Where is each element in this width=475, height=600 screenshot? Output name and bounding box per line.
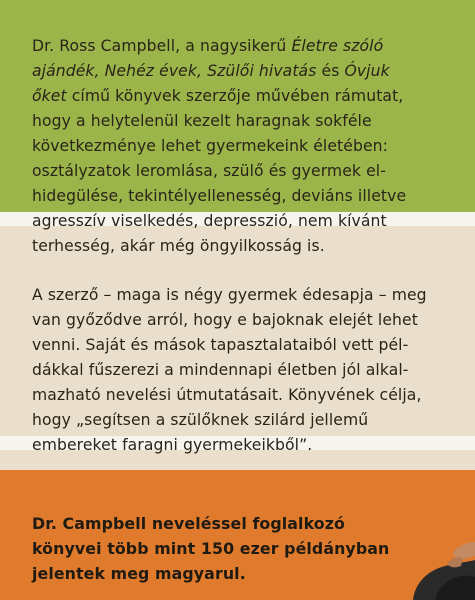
text-line: terhesség, akár még öngyilkosság is.: [32, 237, 325, 255]
book-title: ajándék, Nehéz évek, Szülői hivatás: [32, 62, 317, 80]
text-line: [32, 59, 448, 84]
text-span: Dr. Ross Campbell, a nagysikerű: [32, 37, 292, 55]
book-title: Óvjuk: [344, 62, 390, 80]
text-line: hogy „segítsen a szülőknek szilárd jellemű: [32, 411, 369, 429]
text-line: jelentek meg magyarul.: [32, 564, 246, 583]
text-line: A szerző – maga is négy gyermek édesapja – meg: [32, 286, 427, 304]
text-line: hidegülése, tekintélyellenesség, deviáns illetve: [32, 187, 407, 205]
text-line: könyvei több mint 150 ezer példányban: [32, 539, 390, 558]
text-line: következménye lehet gyermekeink életében:: [32, 137, 388, 155]
paragraph-author: [32, 283, 448, 458]
text-line: mazható nevelési útmutatásait. Könyvének célja,: [32, 386, 422, 404]
text-line: [32, 84, 448, 109]
book-title: őket: [32, 87, 67, 105]
text-line: van győződve arról, hogy e bajoknak elejét lehet: [32, 311, 418, 329]
person-photo-fragment: [395, 520, 475, 600]
text-line: osztályzatok leromlása, szülő és gyermek el-: [32, 162, 386, 180]
text-line: venni. Saját és mások tapasztalataiból vett pél-: [32, 336, 409, 354]
text-line: embereket faragni gyermekeikből”.: [32, 436, 313, 454]
paragraph-highlight: [32, 511, 448, 586]
hand-shape: [453, 542, 475, 559]
text-line: [32, 34, 448, 59]
text-span: című könyvek szerzője művében rámutat,: [66, 87, 404, 105]
text-line: hogy a helytelenül kezelt haragnak sokféle: [32, 112, 372, 130]
paragraph-intro: [32, 34, 448, 259]
text-line: agresszív viselkedés, depresszió, nem kívánt: [32, 212, 387, 230]
text-line: Dr. Campbell neveléssel foglalkozó: [32, 514, 345, 533]
book-title: Életre szóló: [291, 37, 384, 55]
text-line: dákkal fűszerezi a mindennapi életben jól alkal-: [32, 361, 409, 379]
wrist-shape: [447, 557, 463, 567]
text-span: és: [316, 62, 345, 80]
